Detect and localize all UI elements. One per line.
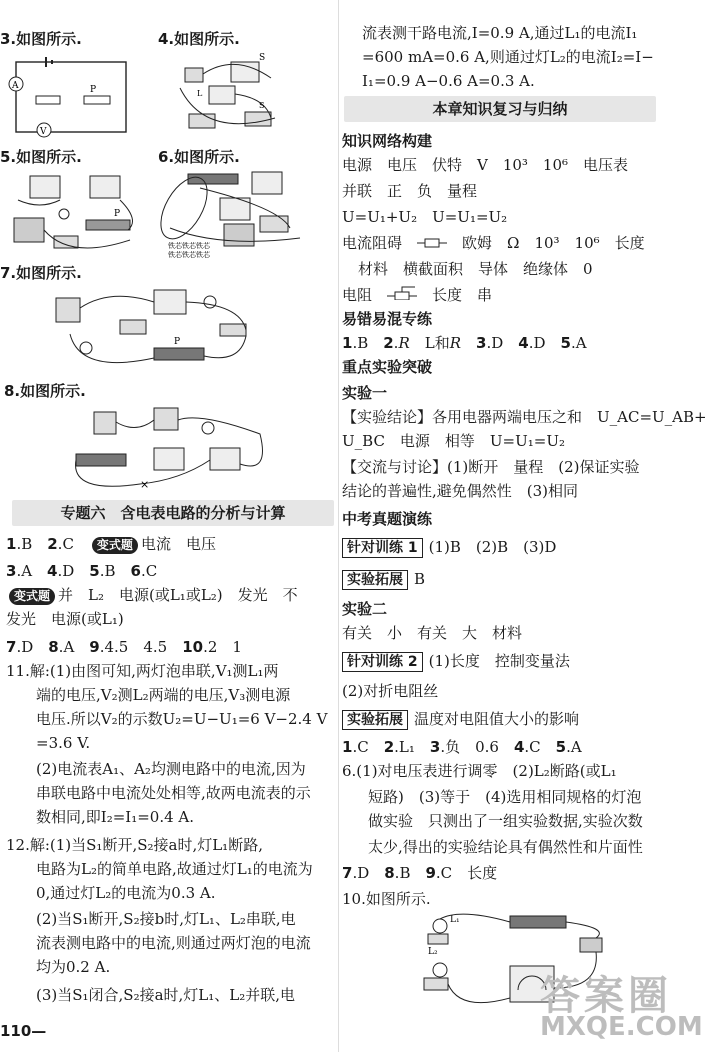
experiment-one-line-3: 【交流与讨论】(1)断开 量程 (2)保证实验 xyxy=(342,458,640,476)
answer-line-1: 1.B 2.C 变式题 电流 电压 xyxy=(6,535,216,553)
fig7-circuit-drawing xyxy=(50,284,260,384)
key-experiment-heading: 重点实验突破 xyxy=(342,358,433,376)
carry-line-1: 流表测干路电流,I=0.9 A,通过L₁的电流I₁ xyxy=(362,24,638,42)
answer-line-3: 变式题 并 L₂ 电源(或L₁或L₂) 发光 不 xyxy=(6,584,298,606)
solution-12-line-1: 12.解:(1)当S₁断开,S₂接a时,灯L₁断路, xyxy=(6,836,263,854)
extension-2-tag: 实验拓展 xyxy=(342,710,408,730)
solution-12-line-5: 流表测电路中的电流,则通过两灯泡的电流 xyxy=(36,934,311,952)
rheostat-symbol-icon xyxy=(387,286,417,300)
experiment-two-line: 有关 小 有关 大 材料 xyxy=(342,624,523,642)
training-1-tag: 针对训练 1 xyxy=(342,538,423,558)
training-2-line-2: (2)对折电阻丝 xyxy=(342,682,439,700)
experiment-one-line-1: 【实验结论】各用电器两端电压之和 U_AC=U_AB+ xyxy=(342,408,707,426)
resistor-symbol-icon xyxy=(417,238,447,248)
answers-line-2: 6.(1)对电压表进行调零 (2)L₂断路(或L₁ xyxy=(342,762,617,780)
solution-11-line-6: 串联电路中电流处处相等,故两电流表的示 xyxy=(36,784,311,802)
watermark-url: MXQE.COM xyxy=(540,1012,703,1042)
variant-badge: 变式题 xyxy=(9,588,55,605)
svg-text:×: × xyxy=(140,478,150,491)
network-line-4: 电流阻碍 欧姆 Ω 10³ 10⁶ 长度 xyxy=(342,234,645,252)
fig5-caption: 5.如图所示. xyxy=(0,148,82,166)
svg-text:A: A xyxy=(12,81,19,91)
solution-11-line-7: 数相同,即I₂=I₁=0.4 A. xyxy=(36,808,195,826)
variant-badge: 变式题 xyxy=(92,537,138,554)
network-line-2: 并联 正 负 量程 xyxy=(342,182,478,200)
extension-1-row: 实验拓展 B xyxy=(342,568,425,590)
network-line-6: 电阻 长度 串 xyxy=(342,286,493,304)
experiment-one-line-4: 结论的普遍性,避免偶然性 (3)相同 xyxy=(342,482,579,500)
answers-line-6: 7.D 8.B 9.C 长度 xyxy=(342,864,498,882)
answers-line-7: 10.如图所示. xyxy=(342,890,431,908)
svg-text:L: L xyxy=(197,89,203,98)
page-number: 110— xyxy=(0,1022,47,1040)
experiment-one-heading: 实验一 xyxy=(342,384,388,402)
fig3-circuit-diagram xyxy=(6,52,136,142)
solution-12-line-2: 电路为L₂的简单电路,故通过灯L₁的电流为 xyxy=(36,860,313,878)
exam-practice-heading: 中考真题演练 xyxy=(342,510,433,528)
experiment-one-line-2: U_BC 电源 相等 U=U₁=U₂ xyxy=(342,432,566,450)
fig6-circuit-drawing xyxy=(160,168,310,260)
knowledge-network-heading: 知识网络构建 xyxy=(342,132,433,150)
fig4-caption: 4.如图所示. xyxy=(158,30,240,48)
training-1-row: 针对训练 1 (1)B (2)B (3)D xyxy=(342,536,556,558)
svg-text:P: P xyxy=(174,337,181,347)
fig5-circuit-drawing xyxy=(10,170,150,260)
svg-text:S: S xyxy=(259,101,265,110)
extension-1-tag: 实验拓展 xyxy=(342,570,408,590)
experiment-two-heading: 实验二 xyxy=(342,600,388,618)
network-line-3: U=U₁+U₂ U=U₁=U₂ xyxy=(342,208,508,226)
answers-line-3: 短路) (3)等于 (4)选用相同规格的灯泡 xyxy=(368,788,642,806)
fig6-note-1: 铁芯铁芯铁芯 xyxy=(168,242,210,250)
fig8-circuit-drawing xyxy=(70,404,270,496)
fig3-caption: 3.如图所示. xyxy=(0,30,82,48)
svg-text:P: P xyxy=(114,209,121,219)
error-practice-heading: 易错易混专练 xyxy=(342,310,433,328)
carry-line-2: =600 mA=0.6 A,则通过灯L₂的电流I₂=I− xyxy=(362,48,654,66)
svg-text:L₁: L₁ xyxy=(450,915,460,925)
fig8-caption: 8.如图所示. xyxy=(4,382,86,400)
training-2-tag: 针对训练 2 xyxy=(342,652,423,672)
fig6-note-2: 铁芯铁芯铁芯 xyxy=(168,251,210,259)
svg-text:S: S xyxy=(259,53,266,63)
answers-line-4: 做实验 只测出了一组实验数据,实验次数 xyxy=(368,812,643,830)
fig7-caption: 7.如图所示. xyxy=(0,264,82,282)
solution-12-line-3: 0,通过灯L₂的电流为0.3 A. xyxy=(36,884,216,902)
fig4-circuit-drawing xyxy=(175,48,285,138)
network-line-5: 材料 横截面积 导体 绝缘体 0 xyxy=(358,260,593,278)
answer-line-5: 7.D 8.A 9.4.5 4.5 10.2 1 xyxy=(6,638,242,656)
error-practice-answers: 1.B 2.R L和R 3.D 4.D 5.A xyxy=(342,334,587,352)
answers-line-5: 太少,得出的实验结论具有偶然性和片面性 xyxy=(368,838,643,856)
svg-text:L₂: L₂ xyxy=(428,947,438,957)
solution-12-line-4: (2)当S₁断开,S₂接b时,灯L₁、L₂串联,电 xyxy=(36,910,296,928)
solution-12-line-6: 均为0.2 A. xyxy=(36,958,111,976)
training-2-row: 针对训练 2 (1)长度 控制变量法 xyxy=(342,650,570,672)
solution-11-line-4: =3.6 V. xyxy=(36,734,91,752)
solution-11-line-2: 端的电压,V₂测L₂两端的电压,V₃测电源 xyxy=(36,686,291,704)
carry-line-3: I₁=0.9 A−0.6 A=0.3 A. xyxy=(362,72,535,90)
watermark-logo: 答案圈 xyxy=(540,973,672,1019)
solution-11-line-1: 11.解:(1)由图可知,两灯泡串联,V₁测L₁两 xyxy=(6,662,279,680)
chapter-review-title: 本章知识复习与归纳 xyxy=(344,96,656,122)
answer-line-4: 发光 电源(或L₁) xyxy=(6,610,124,628)
network-line-1: 电源 电压 伏特 V 10³ 10⁶ 电压表 xyxy=(342,156,629,174)
solution-11-line-3: 电压.所以V₂的示数U₂=U−U₁=6 V−2.4 V xyxy=(36,710,328,728)
column-divider xyxy=(338,0,339,1052)
solution-11-line-5: (2)电流表A₁、A₂均测电路中的电流,因为 xyxy=(36,760,306,778)
fig6-caption: 6.如图所示. xyxy=(158,148,240,166)
solution-12-line-7: (3)当S₁闭合,S₂接a时,灯L₁、L₂并联,电 xyxy=(36,986,296,1004)
svg-text:V: V xyxy=(40,127,47,137)
answers-line-1: 1.C 2.L₁ 3.负 0.6 4.C 5.A xyxy=(342,738,582,756)
extension-2-row: 实验拓展 温度对电阻值大小的影响 xyxy=(342,708,579,730)
answer-line-2: 3.A 4.D 5.B 6.C xyxy=(6,562,158,580)
section-title-topic-six: 专题六 含电表电路的分析与计算 xyxy=(12,500,334,526)
svg-text:P: P xyxy=(90,85,97,95)
